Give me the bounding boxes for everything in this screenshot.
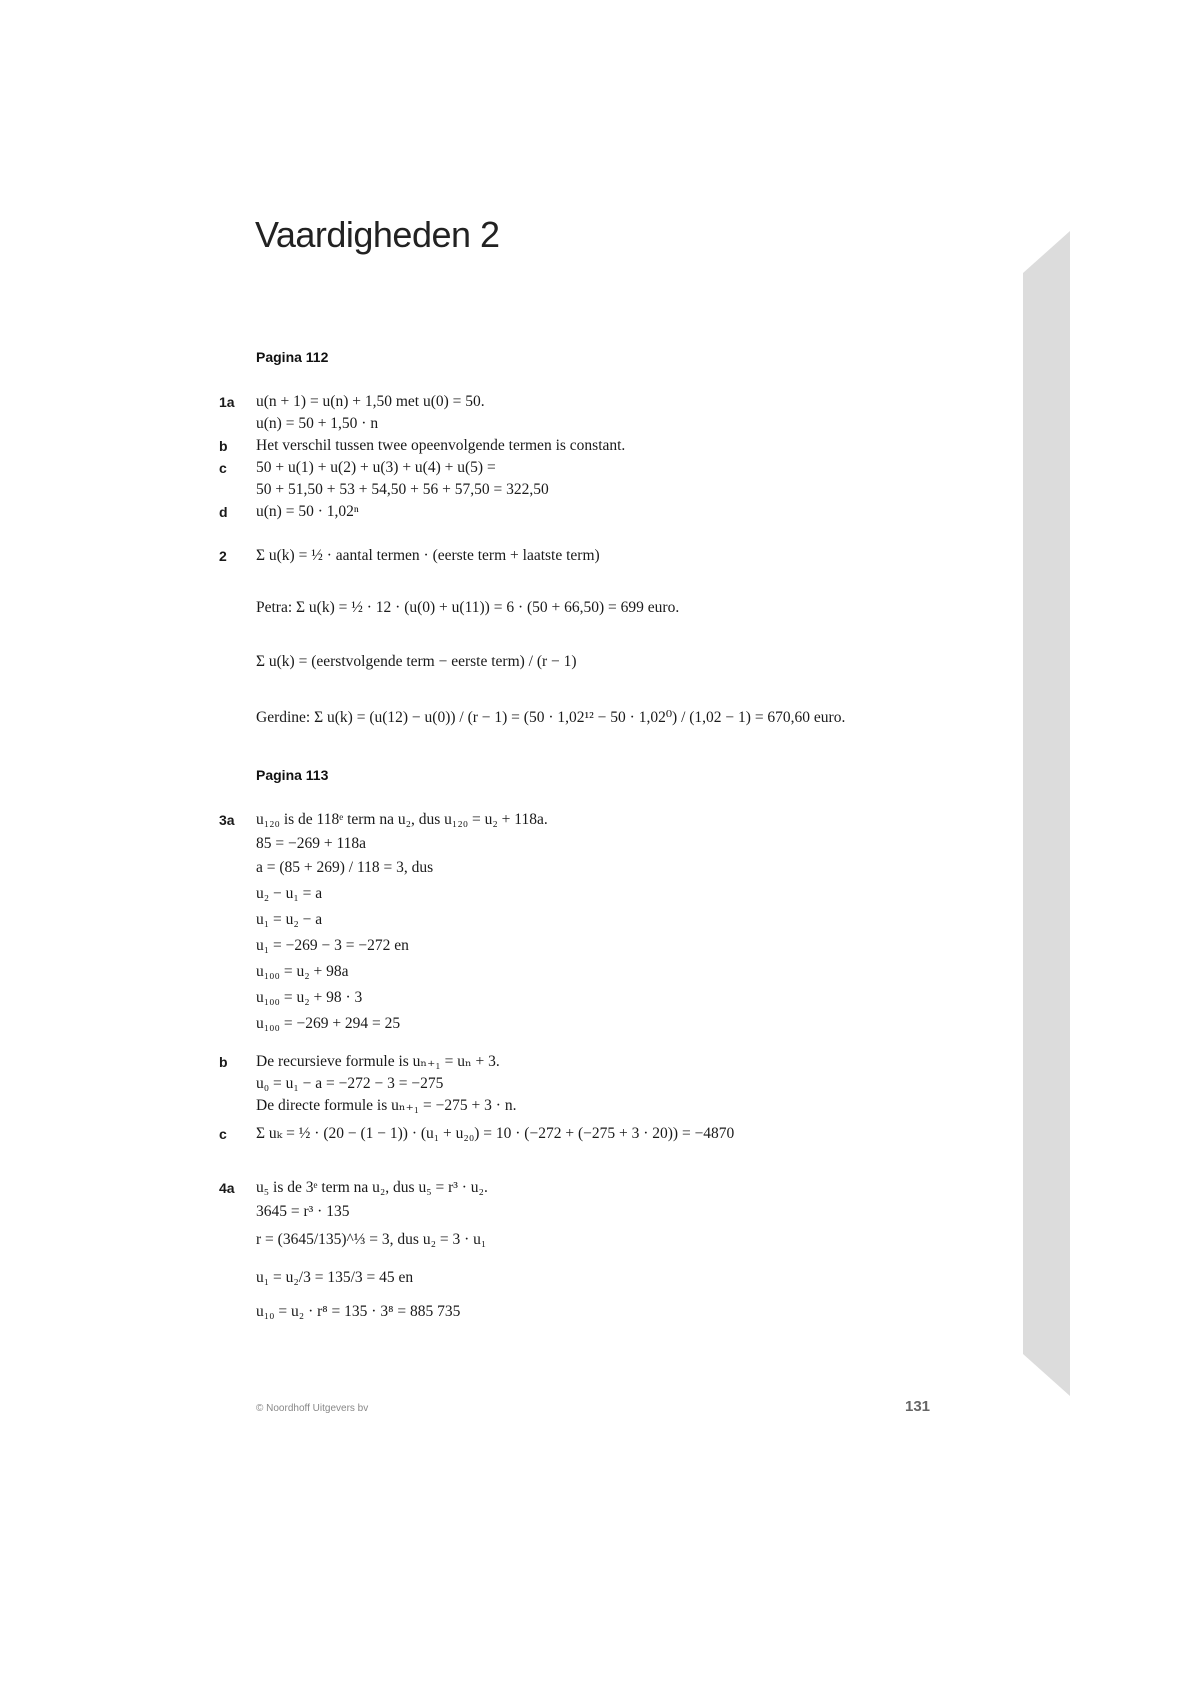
exercise-line: u₁₀₀ = −269 + 294 = 25 [256, 1015, 401, 1032]
exercise-line: u₁₀ = u₂ · r⁸ = 135 · 3⁸ = 885 735 [256, 1303, 461, 1320]
exercise-line: Σ u(k) = ½ · aantal termen · (eerste term + laatste term) [256, 547, 600, 564]
exercise-line: Σ u(k) = (eerstvolgende term − eerste term) / (r − 1) [256, 653, 577, 670]
exercise-label-3c: c [219, 1126, 227, 1142]
page-title: Vaardigheden 2 [255, 214, 500, 255]
exercise-line: u(n) = 50 + 1,50 · n [256, 415, 379, 432]
exercise-label-2: 2 [219, 548, 227, 564]
page-side-tab [1023, 231, 1070, 1396]
exercise-label-3a: 3a [219, 812, 235, 828]
exercise-line: u₁₀₀ = u₂ + 98a [256, 963, 349, 980]
exercise-line: u₁ = u₂ − a [256, 911, 323, 928]
section-heading-pagina-112: Pagina 112 [256, 349, 329, 365]
exercise-line: Het verschil tussen twee opeenvolgende termen is constant. [256, 437, 626, 454]
exercise-line: Petra: Σ u(k) = ½ · 12 · (u(0) + u(11)) = 6 · (50 + 66,50) = 699 euro. [256, 599, 680, 616]
exercise-line: u₅ is de 3ᵉ term na u₂, dus u₅ = r³ · u₂. [256, 1179, 488, 1196]
exercise-line: 50 + 51,50 + 53 + 54,50 + 56 + 57,50 = 322,50 [256, 481, 549, 498]
exercise-line: Σ uₖ = ½ · (20 − (1 − 1)) · (u₁ + u₂₀) = 10 · (−272 + (−275 + 3 · 20)) = −4870 [256, 1125, 735, 1142]
exercise-label-4a: 4a [219, 1180, 235, 1196]
page-number: 131 [905, 1398, 931, 1415]
exercise-label-1b: b [219, 438, 228, 454]
exercise-line: u(n + 1) = u(n) + 1,50 met u(0) = 50. [256, 393, 485, 410]
exercise-line: 3645 = r³ · 135 [256, 1203, 350, 1220]
exercise-label-1c: c [219, 460, 227, 476]
exercise-line: u₁ = u₂/3 = 135/3 = 45 en [256, 1269, 414, 1286]
exercise-label-1a: 1a [219, 394, 235, 410]
exercise-line: u₀ = u₁ − a = −272 − 3 = −275 [256, 1075, 444, 1092]
copyright-notice: © Noordhoff Uitgevers bv [256, 1403, 369, 1414]
exercise-line: De directe formule is uₙ₊₁ = −275 + 3 · n. [256, 1097, 517, 1114]
exercise-line: u(n) = 50 · 1,02ⁿ [256, 503, 359, 520]
exercise-line: u₂ − u₁ = a [256, 885, 323, 902]
exercise-line: u₁₂₀ is de 118ᵉ term na u₂, dus u₁₂₀ = u₂ + 118a. [256, 811, 548, 828]
exercise-line: Gerdine: Σ u(k) = (u(12) − u(0)) / (r − 1) = (50 · 1,02¹² − 50 · 1,02⁰) / (1,02 − 1) = 670,60 euro. [256, 709, 846, 726]
exercise-line: u₁₀₀ = u₂ + 98 · 3 [256, 989, 363, 1006]
exercise-line: 50 + u(1) + u(2) + u(3) + u(4) + u(5) = [256, 459, 496, 476]
exercise-line: a = (85 + 269) / 118 = 3, dus [256, 859, 434, 876]
exercise-line: 85 = −269 + 118a [256, 835, 367, 852]
exercise-line: De recursieve formule is uₙ₊₁ = uₙ + 3. [256, 1053, 500, 1070]
section-heading-pagina-113: Pagina 113 [256, 767, 329, 783]
exercise-label-3b: b [219, 1054, 228, 1070]
exercise-line: r = (3645/135)^⅓ = 3, dus u₂ = 3 · u₁ [256, 1231, 487, 1248]
exercise-label-1d: d [219, 504, 228, 520]
exercise-line: u₁ = −269 − 3 = −272 en [256, 937, 409, 954]
